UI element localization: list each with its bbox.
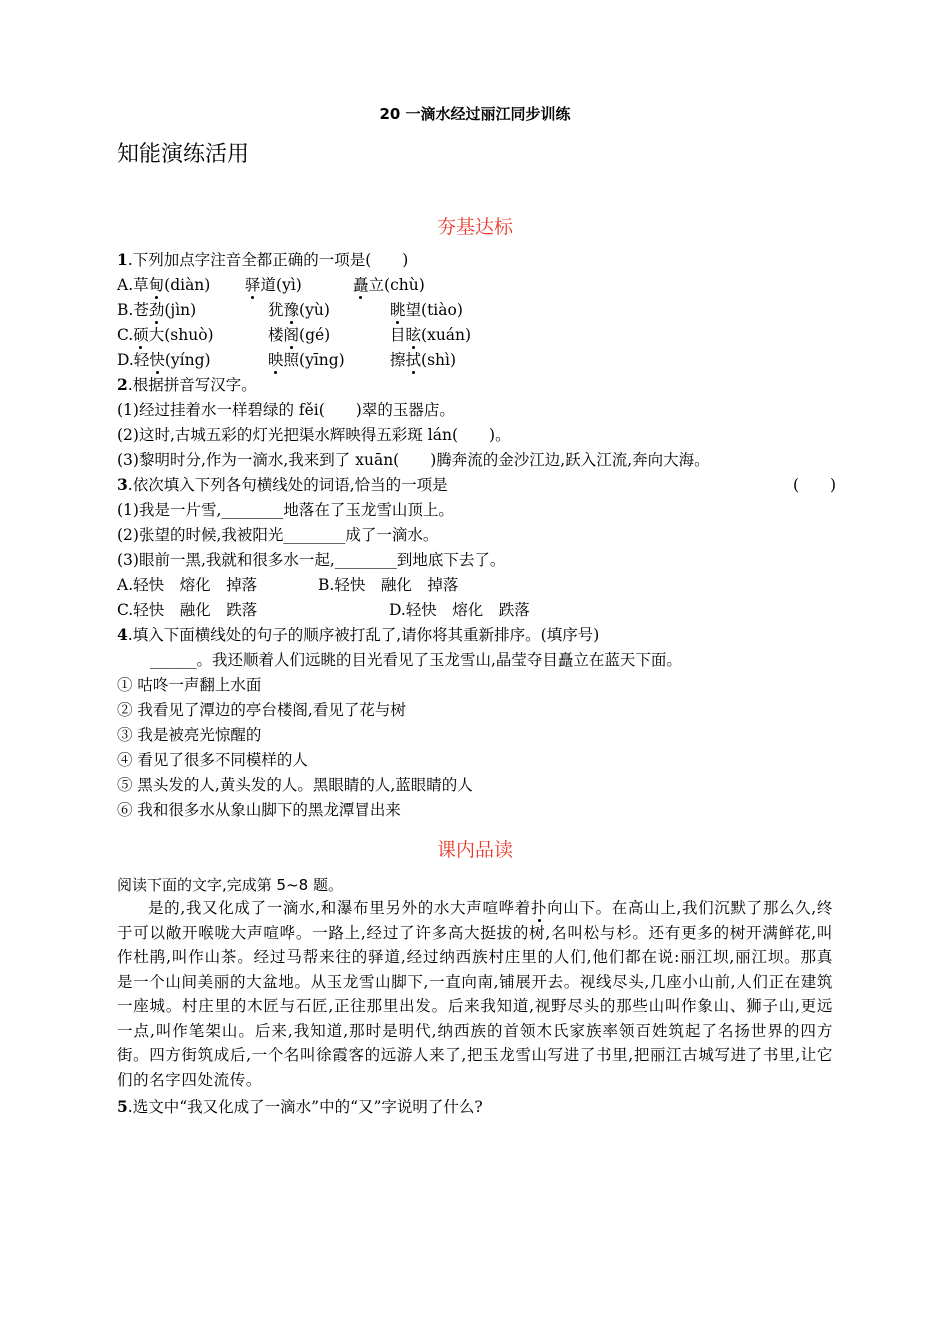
dotted-char: 快 <box>149 351 165 369</box>
dotted-char: 拭 <box>405 351 422 369</box>
dotted-char: 劲 <box>148 301 165 319</box>
lead-text: 。我还顺着人们远眺的目光看见了玉龙雪山,晶莹夺目矗立在蓝天下面。 <box>196 651 682 669</box>
question-number: 4 <box>117 625 128 644</box>
option-text: 照(yīng) <box>283 351 345 369</box>
reading-intro: 阅读下面的文字,完成第 5~8 题。 <box>117 876 343 894</box>
question-1-option-cell <box>268 299 330 321</box>
question-1-option-cell <box>117 324 214 346</box>
question-text: .填入下面横线处的句子的顺序被打乱了,请你将其重新排序。(填序号) <box>127 626 600 644</box>
question-3-item-2 <box>117 524 438 546</box>
dotted-char: 映 <box>268 351 284 369</box>
question-1-stem <box>117 249 408 271</box>
question-2-item-3: (3)黎明时分,作为一滴水,我来到了 xuān( )腾奔流的金沙江边,跃入江流,奔向大海。 <box>117 451 710 469</box>
dotted-char: 硕 <box>133 326 149 344</box>
option-text: (diàn) <box>164 276 211 294</box>
passage-text: 向山下。在高山上,我们沉默了那么久,终于可以敞开喉咙大声喧哗。一路上,经过了许多高大挺拔的树,名叫松与杉。还有更多的树开满鲜花,叫作杜鹃,叫作山茶。经过马帮来往的驿道,经过纳西族村庄里的人们,他们都在说:丽江坝,丽江坝。那真是一个山间美丽的大盆地。从玉龙雪山脚下,一直向南,铺展开去。视线尽头,几座小山前,人们正在建筑一座城。村庄里的木匠与石匠,正往那里出发。后来我知道,视野尽头的那些山叫作象山、狮子山,更远一点,叫作笔架山。后来,我知道,那时是明代,纳西族的首领木氏家族率领百姓筑起了名扬世界的四方街。四方街筑成后,一个名叫徐霞客的远游人来了,把玉龙雪山写进了书里,把丽江古城写进了书里,让它们的名字四处流传。 <box>117 899 833 1089</box>
option-text: 立(chù) <box>368 276 425 294</box>
part-heading-reading: 课内品读 <box>436 839 513 861</box>
question-3-item-3 <box>117 549 505 571</box>
question-2-item-1: (1)经过挂着水一样碧绿的 fěi( )翠的玉器店。 <box>117 401 455 419</box>
question-2-stem <box>117 374 257 396</box>
question-1-option-cell <box>117 274 210 296</box>
item-text: (1)我是一片雪, <box>117 501 222 519</box>
option-text: 望(tiào) <box>405 301 463 319</box>
question-3-stem <box>117 474 448 496</box>
question-1-option-cell <box>390 299 463 321</box>
option-text: (yù) <box>299 301 330 319</box>
dotted-char: 阁 <box>283 326 300 344</box>
question-number: 1 <box>117 250 128 269</box>
fill-blank: ________ <box>334 551 397 569</box>
question-5-stem <box>117 1096 483 1118</box>
sentence-item-6: ⑥ 我和很多水从象山脚下的黑龙潭冒出来 <box>117 801 401 819</box>
sentence-item-3: ③ 我是被亮光惊醒的 <box>117 726 262 744</box>
question-text: .根据拼音写汉字。 <box>127 376 257 394</box>
option-text: (yíng) <box>164 351 211 369</box>
question-3-option-a: A.轻快 熔化 掉落 <box>117 576 258 594</box>
item-text: (2)张望的时候,我被阳光 <box>117 526 284 544</box>
option-text: 大(shuò) <box>148 326 214 344</box>
section-heading: 知能演练活用 <box>117 142 250 167</box>
dotted-char: 扑 <box>530 899 548 917</box>
option-text: D.轻 <box>117 351 150 369</box>
item-text: 成了一滴水。 <box>345 526 439 544</box>
option-text: (shì) <box>421 351 457 369</box>
item-text: 地落在了玉龙雪山顶上。 <box>283 501 454 519</box>
question-number: 3 <box>117 475 128 494</box>
option-text: 道(yì) <box>260 276 302 294</box>
question-2-item-2: (2)这时,古城五彩的灯光把渠水辉映得五彩斑 lán( )。 <box>117 426 511 444</box>
question-1-option-cell <box>390 324 471 346</box>
fill-blank: ________ <box>283 526 346 544</box>
question-1-option-cell <box>390 349 456 371</box>
question-3-option-d: D.轻快 熔化 跌落 <box>389 601 530 619</box>
reading-passage <box>117 896 833 1092</box>
fill-blank: ________ <box>221 501 284 519</box>
question-1-option-cell <box>268 324 330 346</box>
question-1-option-cell <box>117 299 196 321</box>
option-text: A.草 <box>117 276 149 294</box>
dotted-char: 矗 <box>353 276 369 294</box>
fill-blank: ______ <box>150 651 197 669</box>
dotted-char: 眩 <box>405 326 422 344</box>
question-3-option-b: B.轻快 融化 掉落 <box>318 576 459 594</box>
part-heading-basic: 夯基达标 <box>436 216 513 238</box>
question-1-option-cell <box>117 349 211 371</box>
question-3-option-c: C.轻快 融化 跌落 <box>117 601 258 619</box>
option-text: (xuán) <box>421 326 472 344</box>
dotted-char: 豫 <box>283 301 300 319</box>
question-text: .依次填入下列各句横线处的词语,恰当的一项是 <box>127 476 448 494</box>
option-text: 楼 <box>268 326 284 344</box>
sentence-item-5: ⑤ 黑头发的人,黄头发的人。黑眼睛的人,蓝眼睛的人 <box>117 776 473 794</box>
question-number: 5 <box>117 1097 128 1116</box>
dotted-char: 眺 <box>390 301 406 319</box>
option-text: (jìn) <box>164 301 197 319</box>
passage-text: 是的,我又化成了一滴水,和瀑布里另外的水大声喧哗着 <box>148 899 531 917</box>
sentence-item-4: ④ 看见了很多不同模样的人 <box>117 751 308 769</box>
question-text: .选文中“我又化成了一滴水”中的“又”字说明了什么? <box>127 1098 483 1116</box>
question-text: .下列加点字注音全都正确的一项是( ) <box>127 251 409 269</box>
document-title: 20 一滴水经过丽江同步训练 <box>379 105 571 123</box>
question-number: 2 <box>117 375 128 394</box>
item-text: 到地底下去了。 <box>396 551 506 569</box>
option-text: 目 <box>390 326 406 344</box>
item-text: (3)眼前一黑,我就和很多水一起, <box>117 551 335 569</box>
question-1-option-cell <box>353 274 425 296</box>
option-text: C. <box>117 326 134 344</box>
option-text: B.苍 <box>117 301 149 319</box>
question-1-option-cell <box>245 274 302 296</box>
question-3-item-1 <box>117 499 454 521</box>
option-text: 擦 <box>390 351 406 369</box>
question-4-stem <box>117 624 599 646</box>
dotted-char: 驿 <box>245 276 261 294</box>
question-1-option-cell <box>268 349 345 371</box>
option-text: 犹 <box>268 301 284 319</box>
answer-parentheses: ( ) <box>793 476 837 494</box>
sentence-item-2: ② 我看见了潭边的亭台楼阁,看见了花与树 <box>117 701 406 719</box>
sentence-item-1: ① 咕咚一声翻上水面 <box>117 676 262 694</box>
dotted-char: 甸 <box>148 276 165 294</box>
question-4-lead <box>150 649 682 671</box>
option-text: (gé) <box>299 326 331 344</box>
